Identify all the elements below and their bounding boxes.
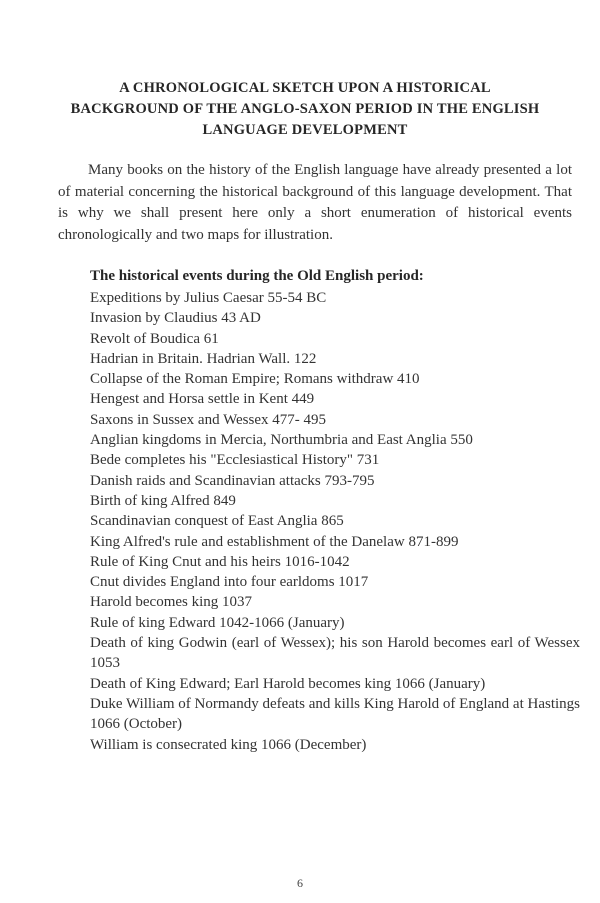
event-item: Death of king Godwin (earl of Wessex); his son Harold becomes earl of Wessex 1053 bbox=[90, 635, 580, 672]
event-item: Anglian kingdoms in Mercia, Northumbria and East Anglia 550 bbox=[90, 432, 473, 449]
event-item: Hadrian in Britain. Hadrian Wall. 122 bbox=[90, 350, 317, 367]
event-item: William is consecrated king 1066 (December) bbox=[90, 736, 367, 753]
chapter-title bbox=[60, 78, 550, 141]
event-item: Cnut divides England into four earldoms 1017 bbox=[90, 574, 369, 591]
chapter-title-line-3: LANGUAGE DEVELOPMENT bbox=[202, 122, 408, 138]
events-list bbox=[90, 288, 580, 755]
chapter-title-line-2: BACKGROUND OF THE ANGLO-SAXON PERIOD IN THE ENGLISH bbox=[70, 101, 540, 117]
event-item: Rule of King Cnut and his heirs 1016-1042 bbox=[90, 553, 350, 570]
event-item: Rule of king Edward 1042-1066 (January) bbox=[90, 614, 345, 631]
event-item: King Alfred's rule and establishment of the Danelaw 871-899 bbox=[90, 533, 459, 550]
intro-paragraph: Many books on the history of the English language have already presented a lot of material concerning the historical background of this language development. That is why we shall present here only a short enumeration of historical events chronologically and two maps for illustration. bbox=[58, 162, 572, 243]
page-number: 6 bbox=[297, 876, 303, 890]
event-item: Danish raids and Scandinavian attacks 793-795 bbox=[90, 472, 375, 489]
event-item: Collapse of the Roman Empire; Romans withdraw 410 bbox=[90, 371, 420, 388]
events-list-heading: The historical events during the Old English period: bbox=[90, 268, 424, 284]
event-item: Saxons in Sussex and Wessex 477- 495 bbox=[90, 411, 327, 428]
chapter-title-line-1: A CHRONOLOGICAL SKETCH UPON A HISTORICAL bbox=[119, 80, 491, 96]
event-item: Birth of king Alfred 849 bbox=[90, 492, 236, 509]
event-item: Scandinavian conquest of East Anglia 865 bbox=[90, 513, 344, 530]
event-item: Revolt of Boudica 61 bbox=[90, 330, 219, 347]
event-item: Bede completes his "Ecclesiastical History" 731 bbox=[90, 452, 380, 469]
event-item: Harold becomes king 1037 bbox=[90, 594, 253, 611]
event-item: Death of King Edward; Earl Harold becomes king 1066 (January) bbox=[90, 675, 486, 692]
event-item: Duke William of Normandy defeats and kills King Harold of England at Hastings 1066 (October) bbox=[90, 695, 580, 733]
event-item: Hengest and Horsa settle in Kent 449 bbox=[90, 391, 315, 408]
event-item: Expeditions by Julius Caesar 55-54 BC bbox=[90, 290, 327, 306]
event-item: Invasion by Claudius 43 AD bbox=[90, 310, 261, 327]
